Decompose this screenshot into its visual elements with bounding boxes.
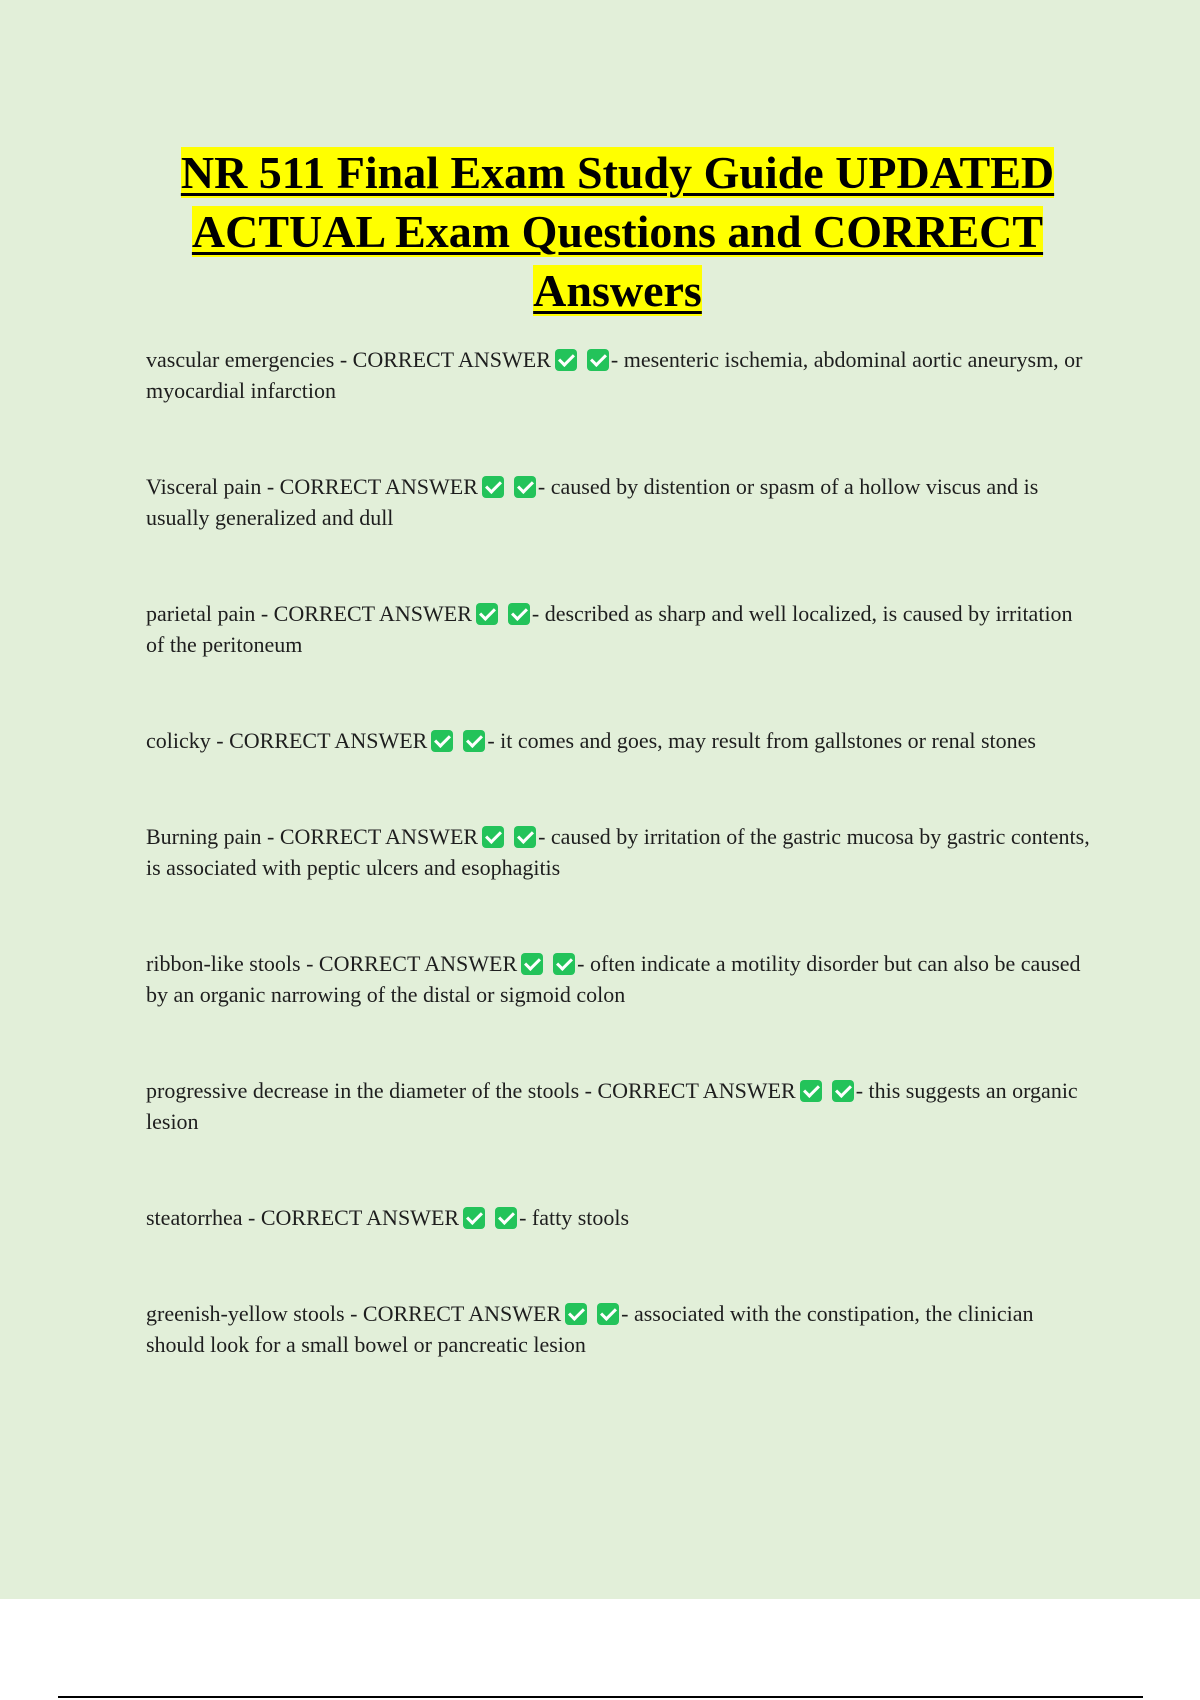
check-marks <box>431 728 487 753</box>
qa-entry <box>146 725 1091 756</box>
entry-answer: - often indicate a motility disorder but can also be caused by an organic narrowing of the distal or sigmoid colon <box>146 951 1081 1007</box>
check-mark-icon <box>553 953 575 975</box>
check-mark-icon <box>565 1303 587 1325</box>
check-mark-icon <box>495 1207 517 1229</box>
qa-entry <box>146 471 1091 533</box>
check-mark-icon <box>514 476 536 498</box>
entry-term: vascular emergencies - CORRECT ANSWER <box>146 347 551 372</box>
check-mark-icon <box>482 476 504 498</box>
check-mark-icon <box>482 826 504 848</box>
qa-list <box>146 344 1091 1425</box>
check-marks <box>521 951 577 976</box>
check-mark-icon <box>587 349 609 371</box>
check-marks <box>482 474 538 499</box>
qa-entry <box>146 598 1091 660</box>
check-marks <box>463 1205 519 1230</box>
entry-answer: - it comes and goes, may result from gallstones or renal stones <box>487 728 1036 753</box>
check-mark-icon <box>597 1303 619 1325</box>
check-marks <box>482 824 538 849</box>
entry-term: Burning pain - CORRECT ANSWER <box>146 824 479 849</box>
entry-term: colicky - CORRECT ANSWER <box>146 728 428 753</box>
qa-entry <box>146 821 1091 883</box>
check-mark-icon <box>463 1207 485 1229</box>
qa-entry <box>146 1202 1091 1233</box>
entry-term: parietal pain - CORRECT ANSWER <box>146 601 472 626</box>
entry-answer: - associated with the constipation, the clinician should look for a small bowel or pancreatic lesion <box>146 1301 1034 1357</box>
check-marks <box>555 347 611 372</box>
check-marks <box>565 1301 621 1326</box>
check-mark-icon <box>555 349 577 371</box>
check-mark-icon <box>476 603 498 625</box>
qa-entry <box>146 1075 1091 1137</box>
check-mark-icon <box>800 1080 822 1102</box>
entry-term: ribbon-like stools - CORRECT ANSWER <box>146 951 518 976</box>
qa-entry <box>146 948 1091 1010</box>
entry-term: steatorrhea - CORRECT ANSWER <box>146 1205 460 1230</box>
check-mark-icon <box>463 730 485 752</box>
check-mark-icon <box>521 953 543 975</box>
entry-term: Visceral pain - CORRECT ANSWER <box>146 474 478 499</box>
check-mark-icon <box>514 826 536 848</box>
entry-term: greenish-yellow stools - CORRECT ANSWER <box>146 1301 562 1326</box>
entry-answer: - caused by irritation of the gastric mucosa by gastric contents, is associated with peptic ulcers and esophagitis <box>146 824 1090 880</box>
entry-term: progressive decrease in the diameter of the stools - CORRECT ANSWER <box>146 1078 796 1103</box>
entry-answer: - described as sharp and well localized, is caused by irritation of the peritoneum <box>146 601 1073 657</box>
document-title <box>135 143 1100 320</box>
qa-entry <box>146 1298 1091 1360</box>
check-marks <box>476 601 532 626</box>
check-marks <box>800 1078 856 1103</box>
document-title-text: NR 511 Final Exam Study Guide UPDATED ACTUAL Exam Questions and CORRECT Answers <box>180 147 1055 316</box>
entry-answer: - caused by distention or spasm of a hollow viscus and is usually generalized and dull <box>146 474 1039 530</box>
qa-entry <box>146 344 1091 406</box>
check-mark-icon <box>832 1080 854 1102</box>
check-mark-icon <box>431 730 453 752</box>
check-mark-icon <box>508 603 530 625</box>
entry-answer: - fatty stools <box>519 1205 630 1230</box>
footer-divider <box>58 1696 1143 1698</box>
entry-answer: - mesenteric ischemia, abdominal aortic aneurysm, or myocardial infarction <box>146 347 1083 403</box>
entry-answer: - this suggests an organic lesion <box>146 1078 1078 1134</box>
